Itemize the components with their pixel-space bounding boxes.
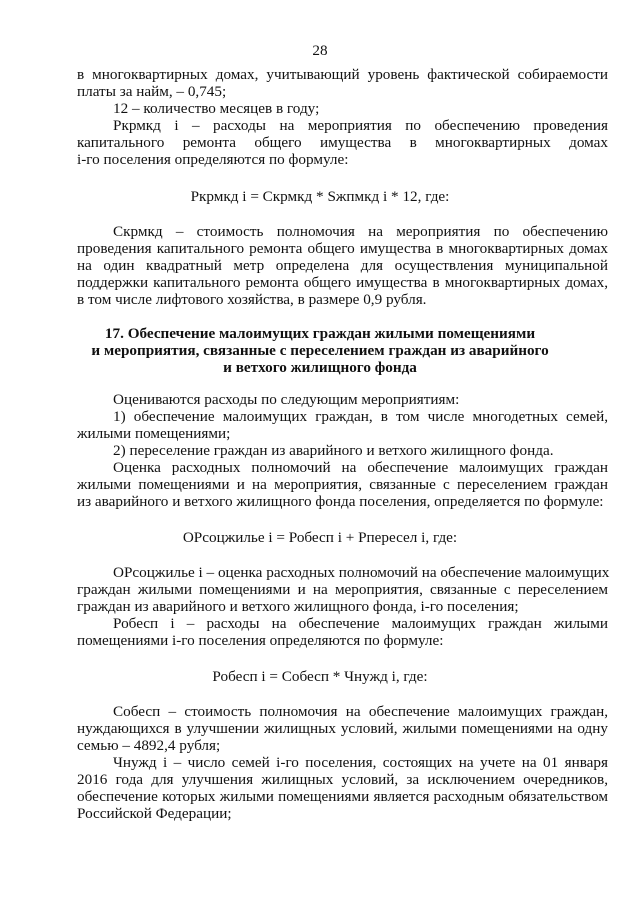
text-line: поддержки капитального ремонта общего имущества в многоквартирных домах, xyxy=(77,274,608,291)
text-line: 2016 года для улучшения жилищных условий, за исключением очередников, xyxy=(77,771,608,788)
text-line: обеспечение которых жилыми помещениями является расходным обязательством xyxy=(77,788,608,805)
text-line: Робесп i – расходы на обеспечение малоимущих граждан жилыми xyxy=(113,615,608,632)
text-line: жилыми помещениями; xyxy=(77,425,231,442)
text-line: Оценка расходных полномочий на обеспечение малоимущих граждан xyxy=(113,459,608,476)
text-line: граждан из аварийного и ветхого жилищного фонда, i-го поселения; xyxy=(77,598,519,615)
text-line: 2) переселение граждан из аварийного и ветхого жилищного фонда. xyxy=(113,442,554,459)
text-line: Скрмкд – стоимость полномочия на мероприятия по обеспечению xyxy=(113,223,608,240)
text-line: Собесп – стоимость полномочия на обеспечение малоимущих граждан, xyxy=(113,703,608,720)
text-line: Ркрмкд i – расходы на мероприятия по обеспечению проведения xyxy=(113,117,608,134)
text-line: в том числе лифтового хозяйства, в размере 0,9 рубля. xyxy=(77,291,427,308)
formula-obesp: Робесп i = Собесп * Чнужд i, где: xyxy=(212,668,428,685)
text-line: 1) обеспечение малоимущих граждан, в том числе многодетных семей, xyxy=(113,408,608,425)
text-line: семью – 4892,4 рубля; xyxy=(77,737,221,754)
text-line: из аварийного и ветхого жилищного фонда поселения, определяется по формуле: xyxy=(77,493,604,510)
formula-krmkd: Ркрмкд i = Скрмкд * Sжпмкд i * 12, где: xyxy=(190,188,450,205)
text-line: проведения капитального ремонта общего имущества в многоквартирных домах xyxy=(77,240,608,257)
text-line: 12 – количество месяцев в году; xyxy=(113,100,320,117)
text-line: ОРсоцжилье i – оценка расходных полномочий на обеспечение малоимущих xyxy=(113,564,610,581)
text-line: нуждающихся в улучшении жилищных условий, жилыми помещениями на одну xyxy=(77,720,608,737)
text-line: граждан жилыми помещениями и на мероприятия, связанные с переселением xyxy=(77,581,608,598)
text-line: помещениями i-го поселения определяются по формуле: xyxy=(77,632,444,649)
section-heading: и мероприятия, связанные с переселением граждан из аварийного xyxy=(91,342,549,359)
text-line: Оцениваются расходы по следующим мероприятиям: xyxy=(113,391,460,408)
formula-social-housing: ОРсоцжилье i = Робесп i + Рпересел i, где: xyxy=(182,529,458,546)
text-line: на один квадратный метр определена для осуществления муниципальной xyxy=(77,257,608,274)
page-number: 28 xyxy=(312,42,328,59)
section-heading: и ветхого жилищного фонда xyxy=(223,359,417,376)
text-line: капитального ремонта общего имущества в многоквартирных домах xyxy=(77,134,608,151)
text-line: в многоквартирных домах, учитывающий уровень фактической собираемости xyxy=(77,66,608,83)
text-line: i-го поселения определяются по формуле: xyxy=(77,151,349,168)
text-line: жилыми помещениями и на мероприятия, связанные с переселением граждан xyxy=(77,476,608,493)
section-heading: 17. Обеспечение малоимущих граждан жилыми помещениями xyxy=(104,325,536,342)
text-line: платы за найм, – 0,745; xyxy=(77,83,227,100)
text-line: Чнужд i – число семей i-го поселения, состоящих на учете на 01 января xyxy=(113,754,608,771)
text-line: Российской Федерации; xyxy=(77,805,232,822)
